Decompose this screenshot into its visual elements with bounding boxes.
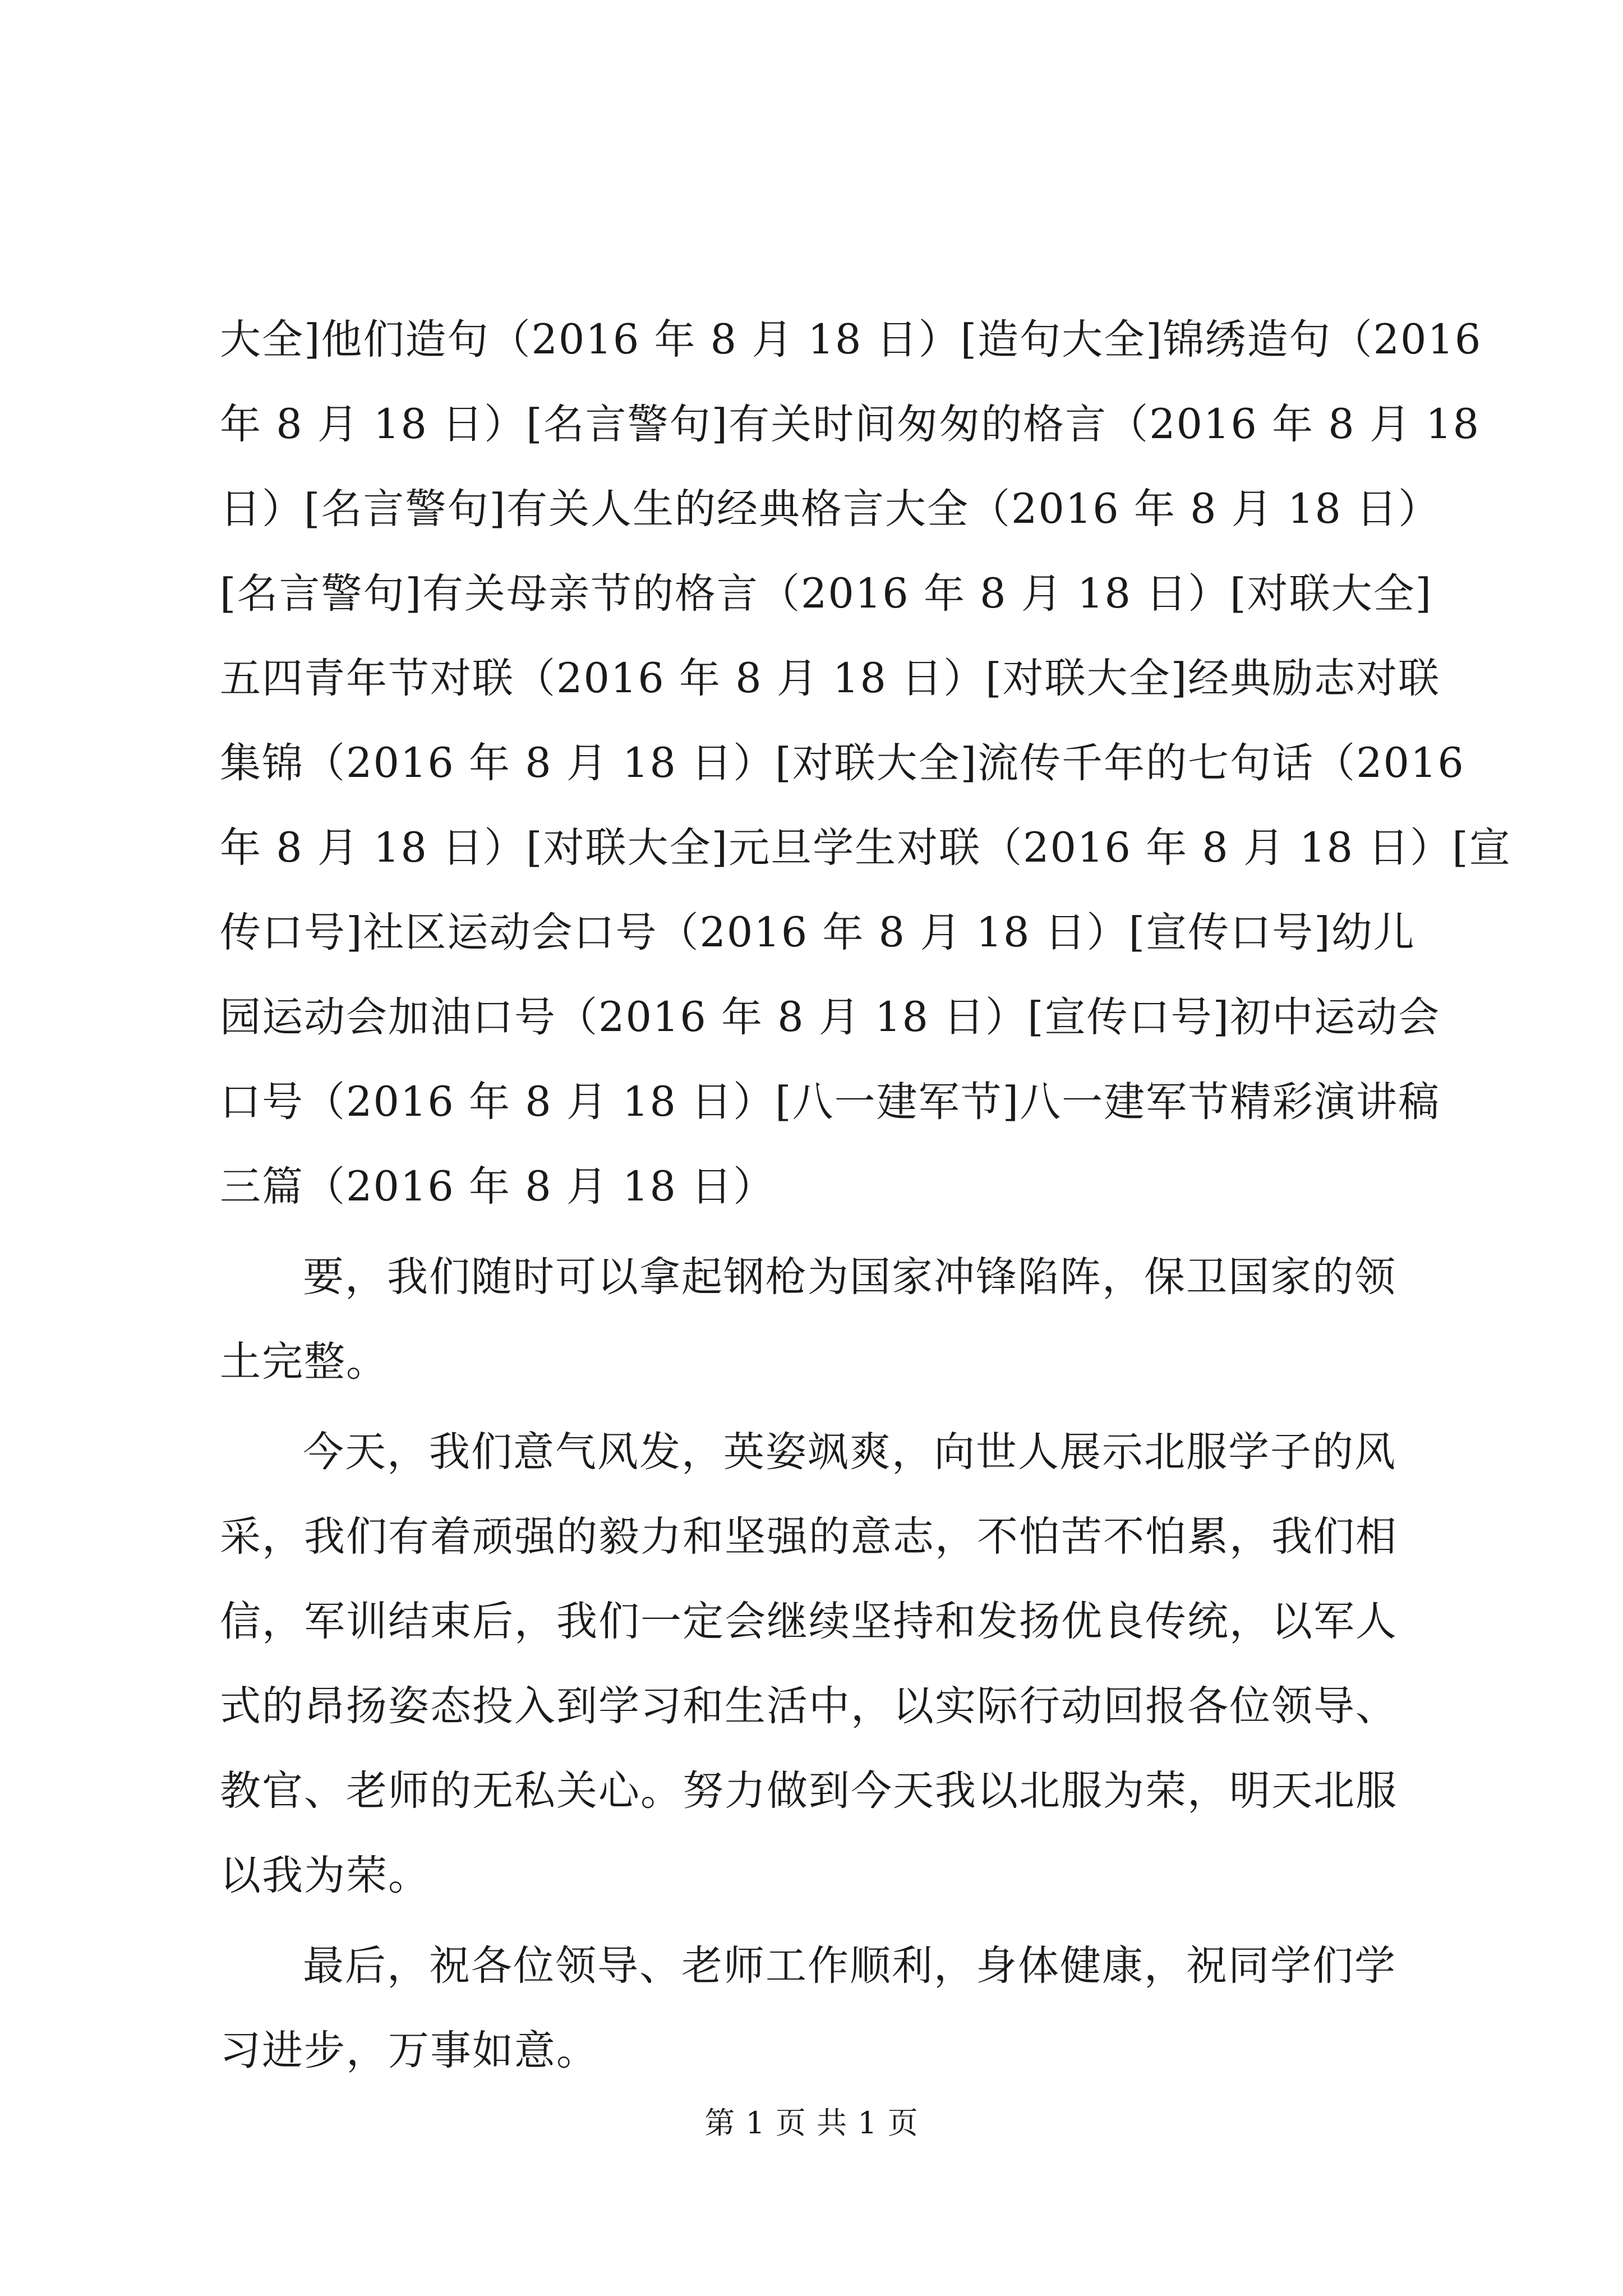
paragraph-line: 要，我们随时可以拿起钢枪为国家冲锋陷阵，保卫国家的领 (303, 1253, 1396, 1301)
text-line: 园运动会加油口号（2016 年 8 月 18 日）[宣传口号]初中运动会 (220, 993, 1441, 1041)
paragraph-line: 信，军训结束后，我们一定会继续坚持和发扬优良传统，以军人 (220, 1598, 1398, 1645)
text-line: 日）[名言警句]有关人生的经典格言大全（2016 年 8 月 18 日） (220, 485, 1441, 533)
text-line: 集锦（2016 年 8 月 18 日）[对联大全]流传千年的七句话（2016 (220, 739, 1465, 787)
paragraph-line: 今天，我们意气风发，英姿飒爽，向世人展示北服学子的风 (303, 1428, 1396, 1476)
paragraph-line: 习进步，万事如意。 (220, 2027, 598, 2074)
text-line: [名言警句]有关母亲节的格言（2016 年 8 月 18 日）[对联大全] (220, 570, 1433, 618)
paragraph-line: 土完整。 (220, 1338, 388, 1386)
text-line: 口号（2016 年 8 月 18 日）[八一建军节]八一建军节精彩演讲稿 (220, 1078, 1441, 1126)
paragraph-line: 采，我们有着顽强的毅力和坚强的意志，不怕苦不怕累，我们相 (220, 1513, 1398, 1561)
paragraph (220, 1235, 1414, 1404)
paragraph (220, 1924, 1414, 2093)
page-footer: 第 1 页 共 1 页 (704, 2105, 919, 2141)
paragraph-line: 最后，祝各位领导、老师工作顺利，身体健康，祝同学们学 (303, 1942, 1396, 1990)
text-line: 五四青年节对联（2016 年 8 月 18 日）[对联大全]经典励志对联 (220, 655, 1441, 702)
text-line: 年 8 月 18 日）[名言警句]有关时间匆匆的格言（2016 年 8 月 18 (220, 401, 1481, 448)
text-line: 大全]他们造句（2016 年 8 月 18 日）[造句大全]锦绣造句（2016 (220, 316, 1482, 364)
paragraph-line: 教官、老师的无私关心。努力做到今天我以北服为荣，明天北服 (220, 1767, 1398, 1815)
document-body (220, 297, 1511, 2093)
text-line: 传口号]社区运动会口号（2016 年 8 月 18 日）[宣传口号]幼儿 (220, 909, 1415, 956)
text-line: 年 8 月 18 日）[对联大全]元旦学生对联（2016 年 8 月 18 日）[宣 (220, 824, 1511, 872)
paragraph (220, 1410, 1414, 1918)
paragraph-line: 式的昂扬姿态投入到学习和生活中，以实际行动回报各位领导、 (220, 1682, 1398, 1730)
text-line: 三篇（2016 年 8 月 18 日） (220, 1163, 776, 1211)
paragraph-line: 以我为荣。 (220, 1852, 430, 1899)
